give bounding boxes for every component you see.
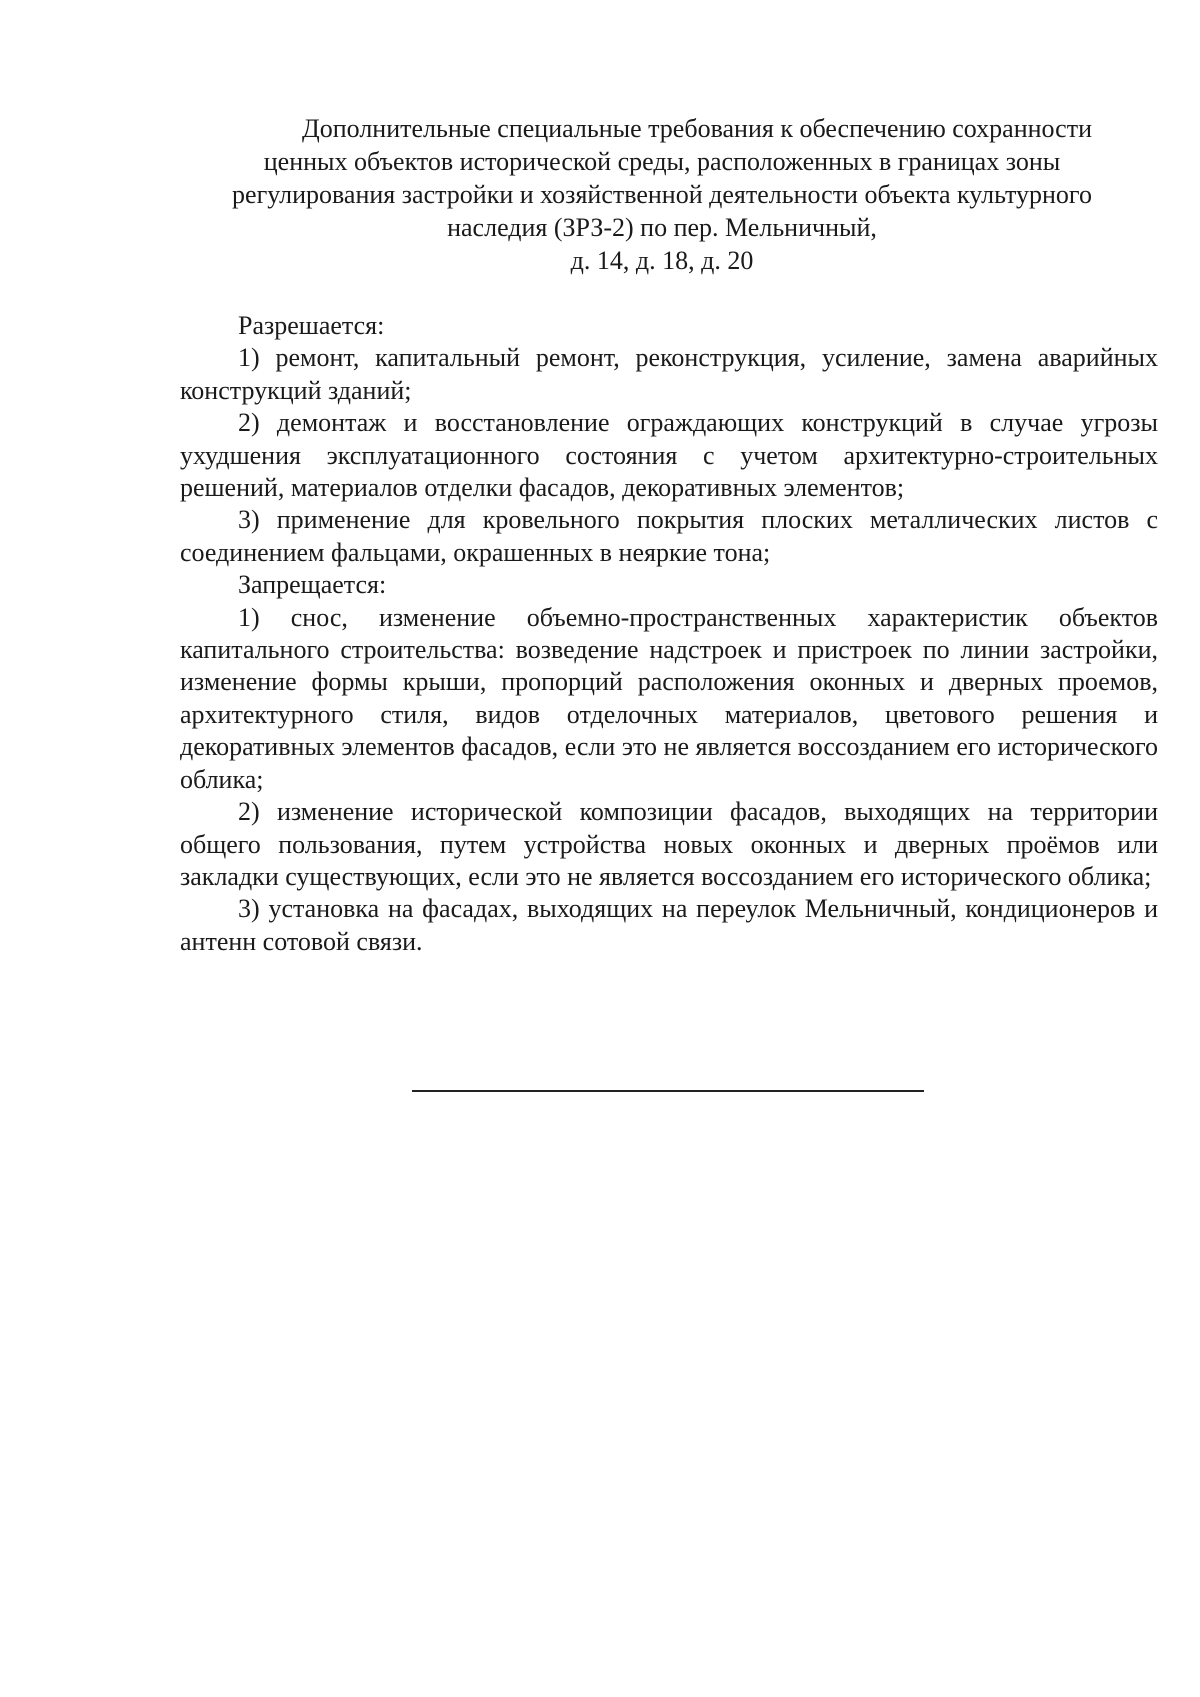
- permitted-heading: Разрешается:: [238, 311, 385, 340]
- title-line: д. 14, д. 18, д. 20: [570, 246, 754, 275]
- prohibited-heading: Запрещается:: [238, 570, 387, 600]
- prohibited-item: 3) установка на фасадах, выходящих на переулок Мельничный, кондиционеров и антенн сотовой связи.: [180, 894, 1158, 956]
- permitted-item: 1) ремонт, капитальный ремонт, реконструкция, усиление, замена аварийных конструкций зданий;: [180, 343, 1158, 405]
- permitted-item: 3) применение для кровельного покрытия плоских металлических листов с соединением фальцами, окрашенных в неяркие тона;: [180, 505, 1158, 567]
- title-line: регулирования застройки и хозяйственной деятельности объекта культурного: [232, 180, 1092, 209]
- document-title: [178, 112, 1146, 277]
- end-separator-line: [412, 1090, 924, 1092]
- prohibited-item: 1) снос, изменение объемно-пространственных характеристик объектов капитального строительства: возведение надстроек и пристроек по линии застройки, изменение формы крыши, пропорций расположения оконных и дверных проемов, архитектурного стиля, видов отделочных материалов, цветового решения и декоративных элементов фасадов, если это не является воссозданием его исторического облика;: [180, 602, 1158, 794]
- title-line: ценных объектов исторической среды, расположенных в границах зоны: [263, 147, 1061, 176]
- prohibited-item: 2) изменение исторической композиции фасадов, выходящих на территории общего пользования, путем устройства новых оконных и дверных проёмов или закладки существующих, если это не является воссозданием его исторического облика;: [180, 797, 1158, 891]
- permitted-item: 2) демонтаж и восстановление ограждающих конструкций в случае угрозы ухудшения эксплуатационного состояния с учетом архитектурно-строительных решений, материалов отделки фасадов, декоративных элементов;: [180, 408, 1158, 503]
- title-line: Дополнительные специальные требования к обеспечению сохранности: [302, 114, 1092, 143]
- document-body: [180, 310, 1158, 958]
- title-line: наследия (ЗРЗ-2) по пер. Мельничный,: [447, 213, 877, 242]
